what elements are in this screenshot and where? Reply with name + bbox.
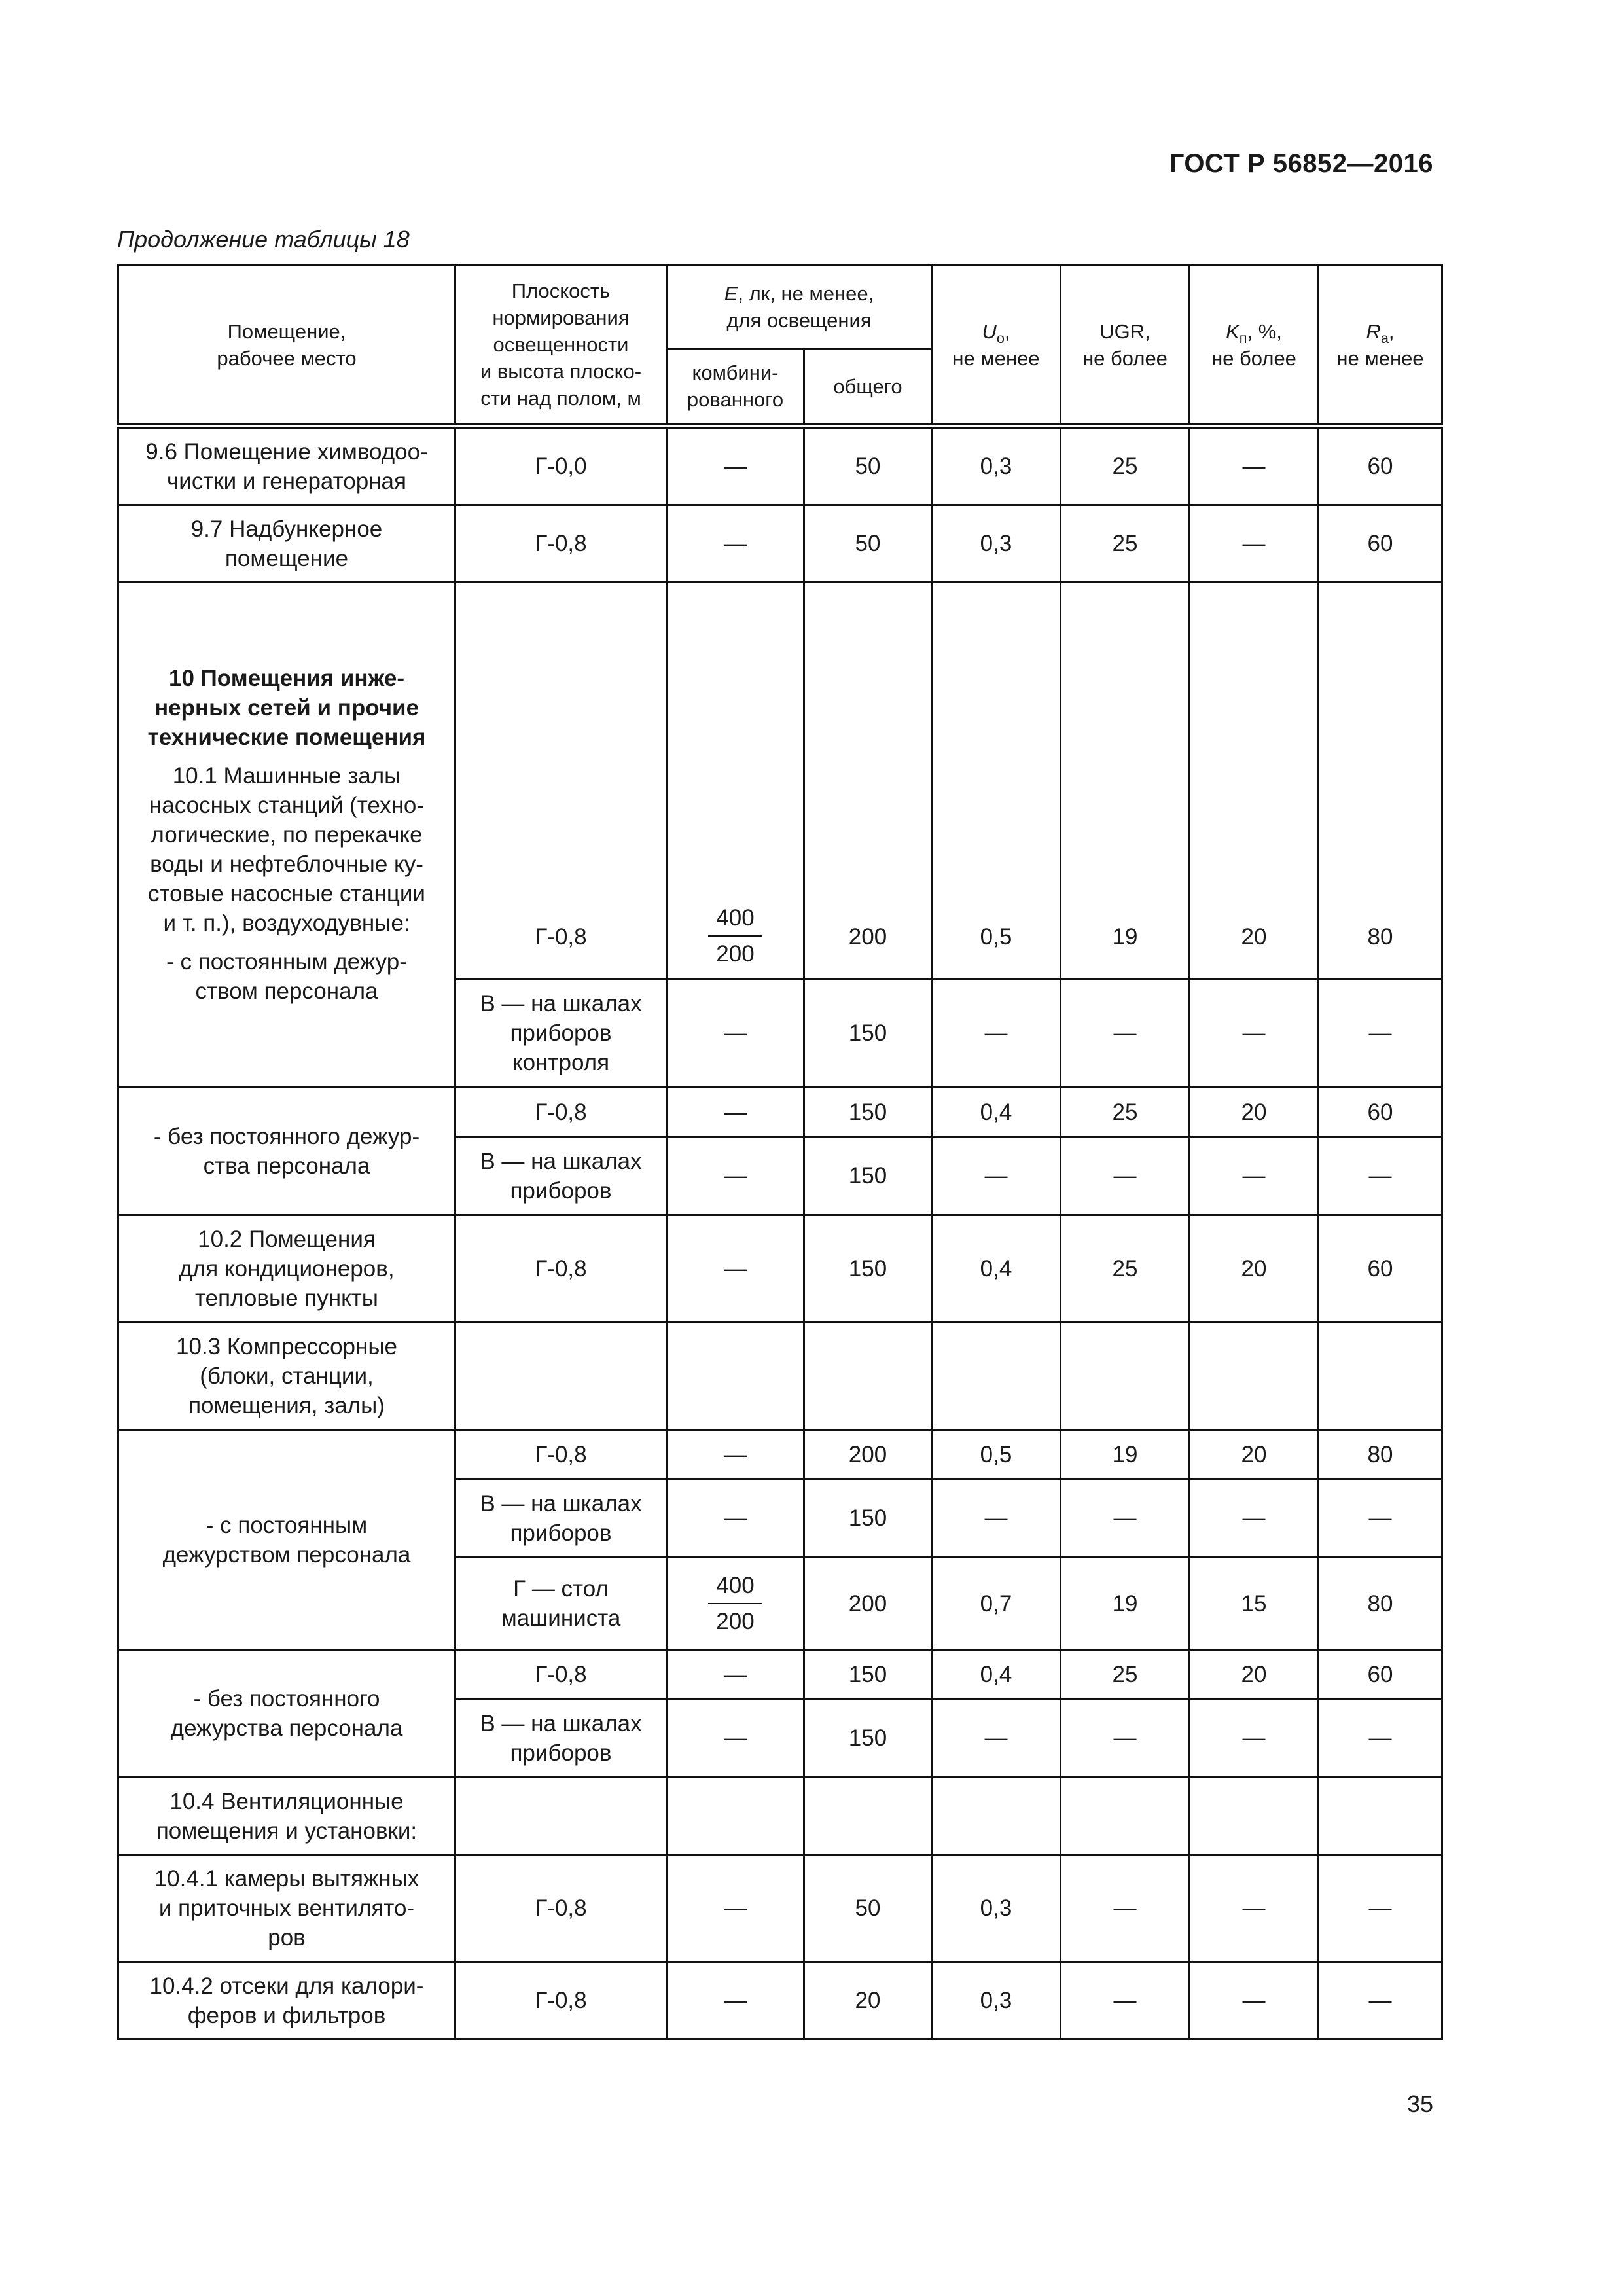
general-cell: 150 xyxy=(804,1215,932,1323)
kp-cell: 20 xyxy=(1190,1650,1319,1699)
plane-cell: Г-0,8 xyxy=(455,583,667,979)
ra-cell: 80 xyxy=(1319,1430,1442,1479)
empty-cell xyxy=(804,1323,932,1430)
empty-cell xyxy=(667,1323,804,1430)
table-row xyxy=(118,1430,1442,1479)
empty-cell xyxy=(1319,1778,1442,1855)
plane-cell: Г-0,8 xyxy=(455,1430,667,1479)
empty-cell xyxy=(1061,1323,1190,1430)
ugr-cell: 19 xyxy=(1061,1558,1190,1650)
general-cell: 150 xyxy=(804,1137,932,1215)
plane-cell: Г — стол машиниста xyxy=(455,1558,667,1650)
room-cell: 10 Помещения инже- нерных сетей и прочие технические помещения 10.1 Машинные залы насосных станций (техно- логические, по перекачке воды и нефтеблочные ку- стовые насосные станции и т. п.), воздуходувные: - с постоянным дежур- ством персонала xyxy=(118,583,455,1088)
plane-cell: В — на шкалах приборов xyxy=(455,1137,667,1215)
ugr-cell: — xyxy=(1061,979,1190,1088)
kp-cell: 20 xyxy=(1190,1430,1319,1479)
general-cell: 50 xyxy=(804,1855,932,1962)
table-row xyxy=(118,1855,1442,1962)
uo-cell: 0,3 xyxy=(932,1962,1061,2039)
plane-cell: Г-0,8 xyxy=(455,505,667,583)
col-header-ugr: UGR, не более xyxy=(1061,266,1190,426)
table-row xyxy=(118,1088,1442,1137)
kp-cell: — xyxy=(1190,1479,1319,1558)
ra-cell: 60 xyxy=(1319,1650,1442,1699)
general-cell: 200 xyxy=(804,1558,932,1650)
room-cell: 10.4.2 отсеки для калори- феров и фильтров xyxy=(118,1962,455,2039)
ra-cell: 60 xyxy=(1319,1088,1442,1137)
uo-cell: 0,3 xyxy=(932,426,1061,505)
empty-cell xyxy=(455,1778,667,1855)
col-header-room: Помещение, рабочее место xyxy=(118,266,455,426)
plane-cell: В — на шкалах приборов xyxy=(455,1699,667,1778)
combined-cell xyxy=(667,1558,804,1650)
general-cell: 200 xyxy=(804,583,932,979)
uo-cell: 0,4 xyxy=(932,1215,1061,1323)
ra-cell: — xyxy=(1319,979,1442,1088)
empty-cell xyxy=(804,1778,932,1855)
col-header-illuminance: E, лк, не менее, для освещения xyxy=(667,266,932,349)
combined-cell: — xyxy=(667,1088,804,1137)
uo-cell: — xyxy=(932,1699,1061,1778)
table-caption: Продолжение таблицы 18 xyxy=(117,226,410,253)
table-row xyxy=(118,1650,1442,1699)
col-header-uo: $U_o$, не менее xyxy=(932,266,1061,426)
ugr-cell: — xyxy=(1061,1855,1190,1962)
combined-cell: — xyxy=(667,1215,804,1323)
uo-cell: 0,5 xyxy=(932,583,1061,979)
room-cell: - без постоянного дежур- ства персонала xyxy=(118,1088,455,1215)
empty-cell xyxy=(667,1778,804,1855)
ugr-cell: — xyxy=(1061,1699,1190,1778)
ra-cell: 60 xyxy=(1319,426,1442,505)
combined-cell: — xyxy=(667,1137,804,1215)
general-cell: 20 xyxy=(804,1962,932,2039)
combined-cell: — xyxy=(667,505,804,583)
empty-cell xyxy=(932,1323,1061,1430)
kp-cell: — xyxy=(1190,979,1319,1088)
uo-cell: 0,3 xyxy=(932,1855,1061,1962)
empty-cell xyxy=(1190,1323,1319,1430)
ugr-cell: — xyxy=(1061,1962,1190,2039)
kp-cell: 20 xyxy=(1190,583,1319,979)
section-heading: 10 Помещения инже- xyxy=(168,666,404,691)
combined-cell: — xyxy=(667,1962,804,2039)
general-cell: 150 xyxy=(804,1088,932,1137)
ra-cell: — xyxy=(1319,1962,1442,2039)
room-cell: 9.7 Надбункерное помещение xyxy=(118,505,455,583)
combined-cell: — xyxy=(667,1430,804,1479)
combined-cell: — xyxy=(667,426,804,505)
plane-cell: Г-0,8 xyxy=(455,1650,667,1699)
uo-cell: — xyxy=(932,1479,1061,1558)
table-row xyxy=(118,1215,1442,1323)
ugr-cell: 25 xyxy=(1061,505,1190,583)
combined-cell: — xyxy=(667,1650,804,1699)
table-body xyxy=(118,426,1442,2039)
ugr-cell: 25 xyxy=(1061,1215,1190,1323)
ra-cell: — xyxy=(1319,1479,1442,1558)
kp-cell: 15 xyxy=(1190,1558,1319,1650)
document-code: ГОСТ Р 56852—2016 xyxy=(1169,149,1433,178)
ugr-cell: 19 xyxy=(1061,1430,1190,1479)
general-cell: 150 xyxy=(804,1479,932,1558)
plane-cell: Г-0,8 xyxy=(455,1855,667,1962)
room-cell: - с постоянным дежурством персонала xyxy=(118,1430,455,1650)
uo-cell: — xyxy=(932,979,1061,1088)
kp-cell: 20 xyxy=(1190,1215,1319,1323)
kp-cell: — xyxy=(1190,1855,1319,1962)
col-header-plane: Плоскость нормирования освещенности и высота плоско- сти над полом, м xyxy=(455,266,667,426)
table-row xyxy=(118,1323,1442,1430)
kp-cell: 20 xyxy=(1190,1088,1319,1137)
general-cell: 200 xyxy=(804,1430,932,1479)
ra-cell: 60 xyxy=(1319,505,1442,583)
room-cell: - без постоянного дежурства персонала xyxy=(118,1650,455,1778)
plane-cell: Г-0,0 xyxy=(455,426,667,505)
col-header-combined: комбини- рованного xyxy=(667,349,804,426)
kp-cell: — xyxy=(1190,1962,1319,2039)
empty-cell xyxy=(932,1778,1061,1855)
ugr-cell: 25 xyxy=(1061,1650,1190,1699)
ugr-cell: — xyxy=(1061,1137,1190,1215)
uo-cell: 0,5 xyxy=(932,1430,1061,1479)
ra-cell: — xyxy=(1319,1137,1442,1215)
general-cell: 50 xyxy=(804,505,932,583)
ugr-cell: 25 xyxy=(1061,1088,1190,1137)
kp-cell: — xyxy=(1190,505,1319,583)
kp-cell: — xyxy=(1190,1137,1319,1215)
table-row xyxy=(118,426,1442,505)
combined-cell: — xyxy=(667,1699,804,1778)
combined-cell: — xyxy=(667,979,804,1088)
table-header xyxy=(118,266,1442,426)
table-row xyxy=(118,583,1442,979)
ra-cell: — xyxy=(1319,1699,1442,1778)
ra-cell: 80 xyxy=(1319,583,1442,979)
table-row xyxy=(118,1962,1442,2039)
combined-cell: — xyxy=(667,1855,804,1962)
ra-cell: — xyxy=(1319,1855,1442,1962)
general-cell: 150 xyxy=(804,1650,932,1699)
fraction-value: $\frac{400}{200}$ xyxy=(708,1571,762,1636)
kp-cell: — xyxy=(1190,426,1319,505)
plane-cell: Г-0,8 xyxy=(455,1215,667,1323)
uo-cell: 0,7 xyxy=(932,1558,1061,1650)
ra-cell: 80 xyxy=(1319,1558,1442,1650)
general-cell: 50 xyxy=(804,426,932,505)
col-header-general: общего xyxy=(804,349,932,426)
ugr-cell: — xyxy=(1061,1479,1190,1558)
uo-cell: 0,3 xyxy=(932,505,1061,583)
empty-cell xyxy=(1190,1778,1319,1855)
kp-cell: — xyxy=(1190,1699,1319,1778)
room-cell: 10.2 Помещения для кондиционеров, тепловые пункты xyxy=(118,1215,455,1323)
empty-cell xyxy=(455,1323,667,1430)
uo-cell: — xyxy=(932,1137,1061,1215)
col-header-ra: $R_a$, не менее xyxy=(1319,266,1442,426)
table-row xyxy=(118,505,1442,583)
empty-cell xyxy=(1061,1778,1190,1855)
plane-cell: Г-0,8 xyxy=(455,1962,667,2039)
general-cell: 150 xyxy=(804,979,932,1088)
room-cell: 10.3 Компрессорные (блоки, станции, помещения, залы) xyxy=(118,1323,455,1430)
uo-cell: 0,4 xyxy=(932,1650,1061,1699)
plane-cell: В — на шкалах приборов контроля xyxy=(455,979,667,1088)
uo-cell: 0,4 xyxy=(932,1088,1061,1137)
ugr-cell: 19 xyxy=(1061,583,1190,979)
room-cell: 10.4.1 камеры вытяжных и приточных вентилято- ров xyxy=(118,1855,455,1962)
room-cell: 9.6 Помещение химводоо- чистки и генераторная xyxy=(118,426,455,505)
combined-cell xyxy=(667,583,804,979)
plane-cell: В — на шкалах приборов xyxy=(455,1479,667,1558)
illumination-table xyxy=(117,264,1443,2040)
col-header-kp: $K_п$, %, не более xyxy=(1190,266,1319,426)
general-cell: 150 xyxy=(804,1699,932,1778)
room-cell: 10.4 Вентиляционные помещения и установки: xyxy=(118,1778,455,1855)
ra-cell: 60 xyxy=(1319,1215,1442,1323)
page-number: 35 xyxy=(1406,2090,1433,2117)
combined-cell: — xyxy=(667,1479,804,1558)
table-row xyxy=(118,1778,1442,1855)
empty-cell xyxy=(1319,1323,1442,1430)
plane-cell: Г-0,8 xyxy=(455,1088,667,1137)
fraction-value: $\frac{400}{200}$ xyxy=(708,903,762,969)
ugr-cell: 25 xyxy=(1061,426,1190,505)
